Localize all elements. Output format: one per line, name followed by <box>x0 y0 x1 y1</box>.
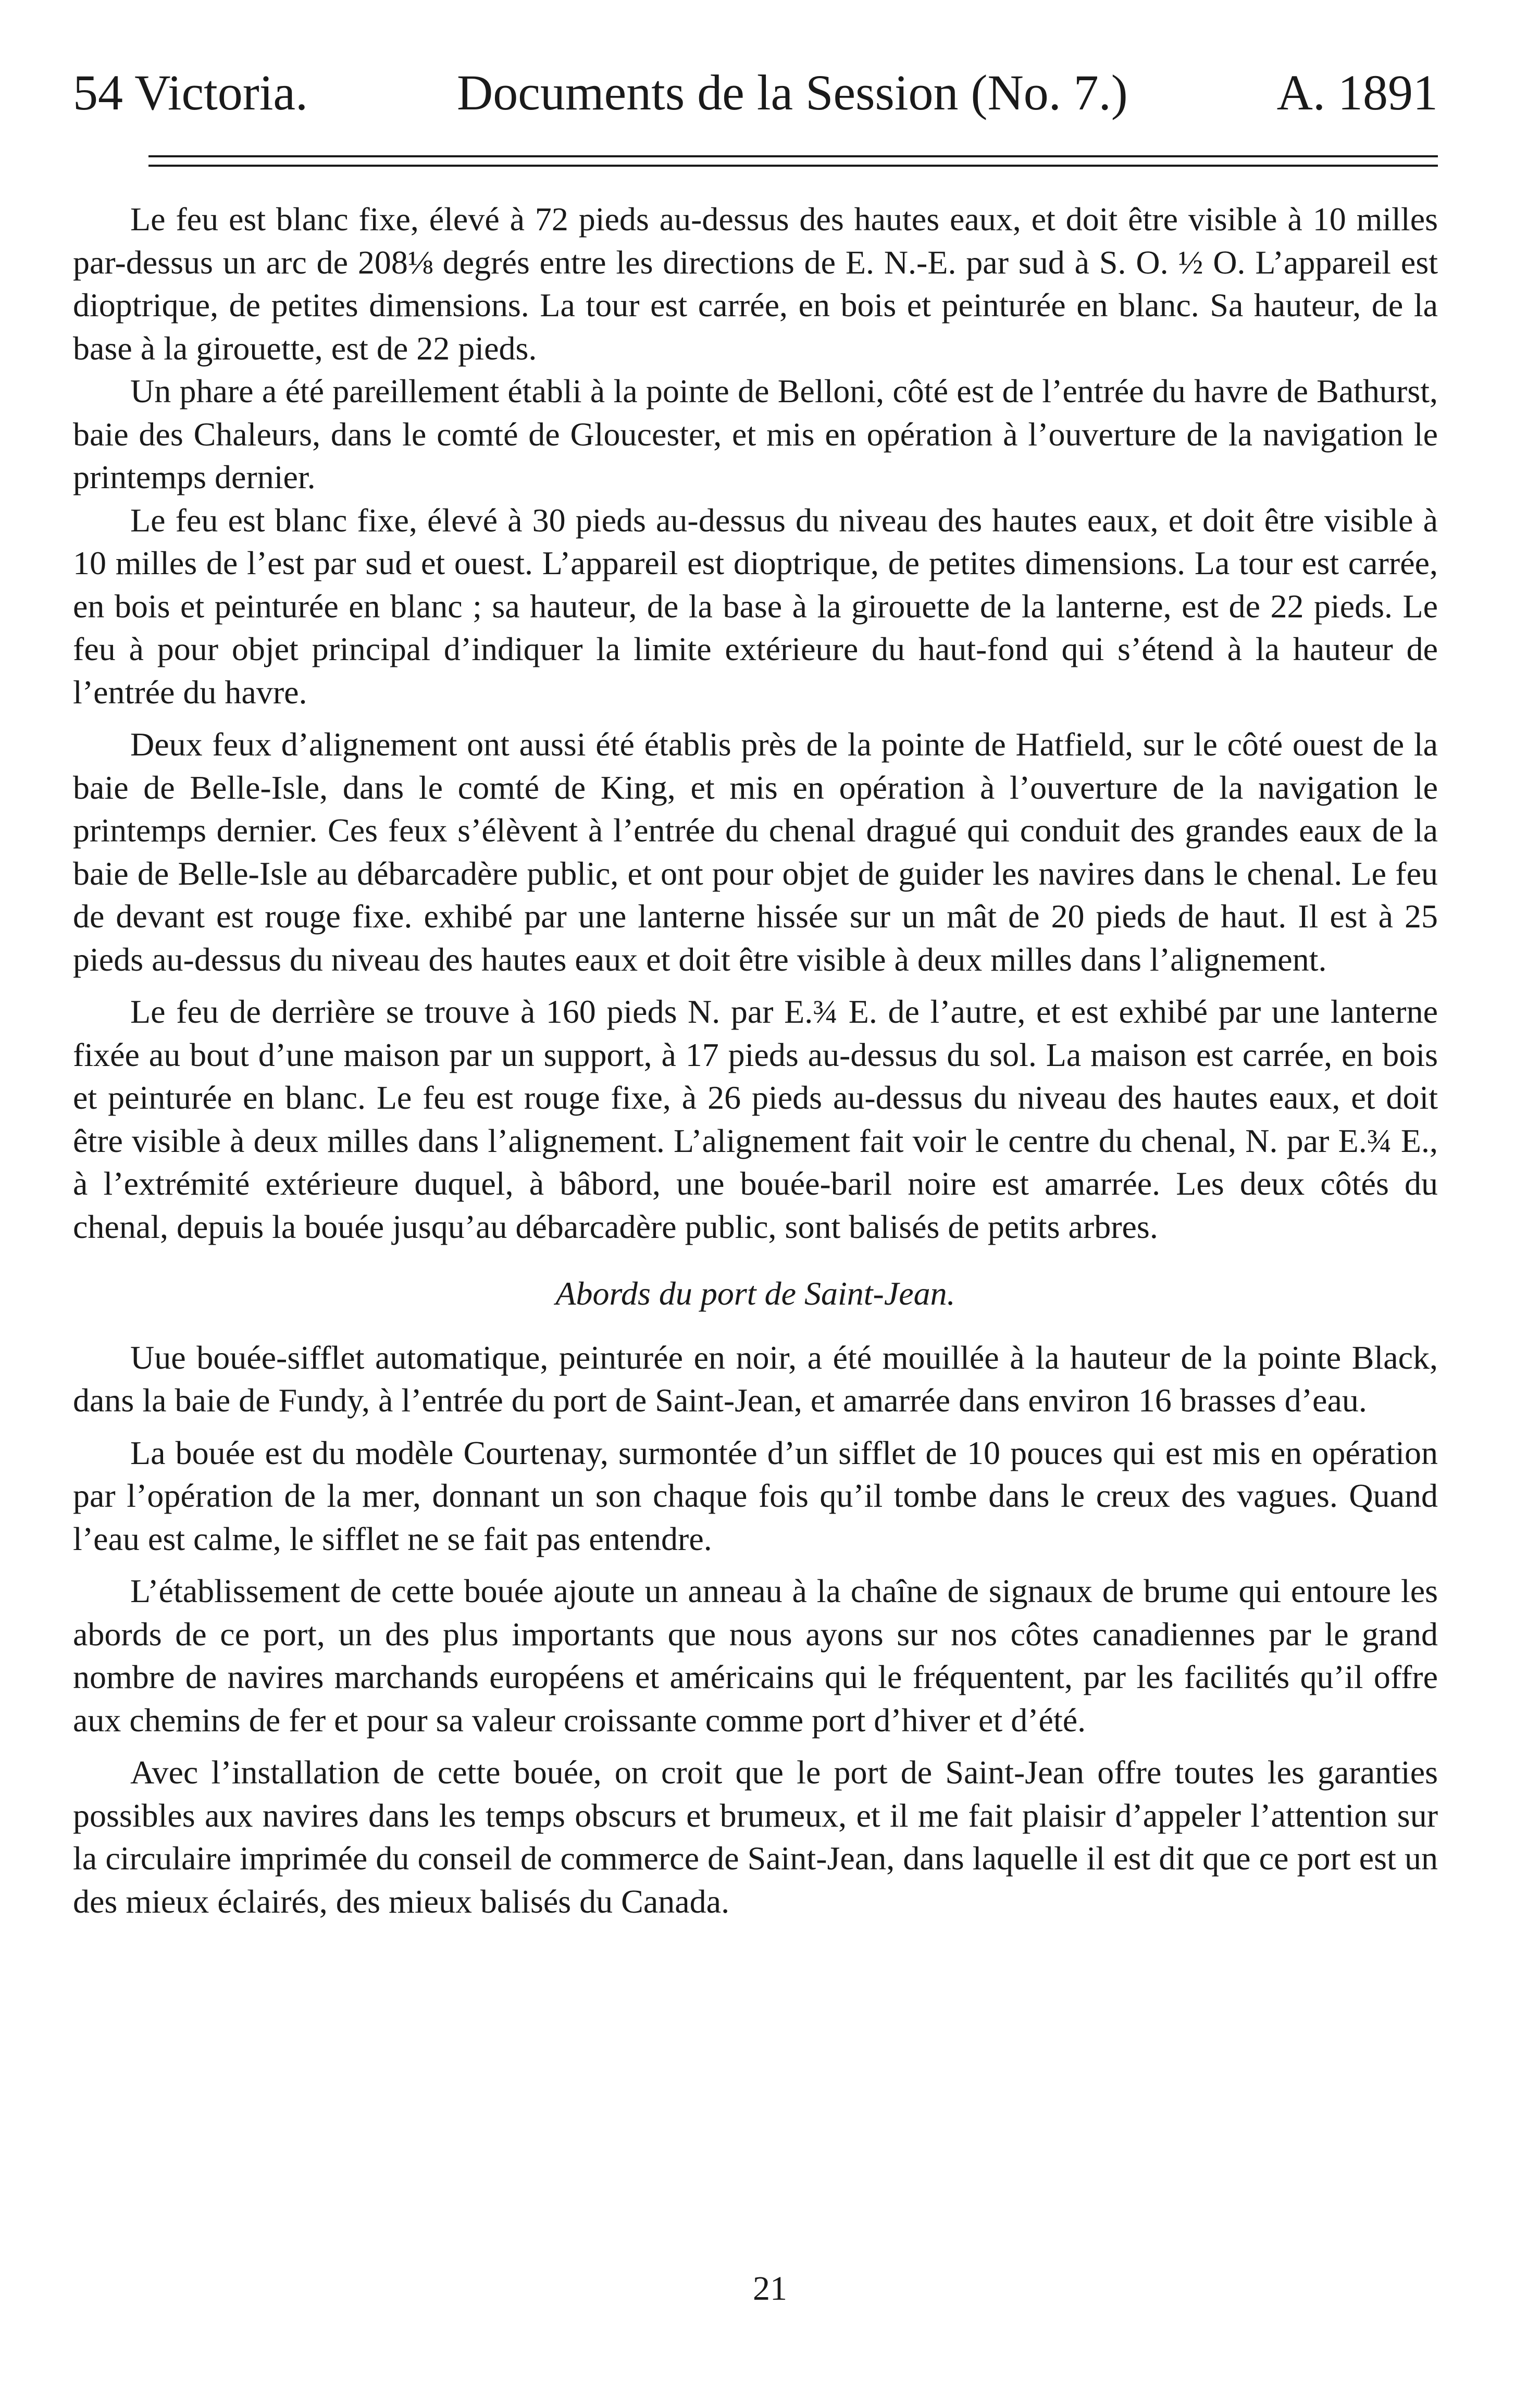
paragraph: Le feu de derrière se trouve à 160 pieds N. par E.¾ E. de l’autre, et est exhibé par une lanterne fixée au bout d’une maison par un support, à 17 pieds au-dessus du sol. La maison est carrée, en bois et peinturée en blanc. Le feu est rouge fixe, à 26 pieds au-dessus du niveau des hautes eaux, et doit être visible à deux milles dans l’alignement. L’alignement fait voir le centre du chenal, N. par E.¾ E., à l’extrémité extérieure duquel, à bâbord, une bouée-baril noire est amarrée. Les deux côtés du chenal, depuis la bouée jusqu’au débarcadère public, sont balisés de petits arbres. <box>73 993 1438 1245</box>
section-title: Abords du port de Saint-Jean. <box>555 1275 955 1312</box>
header-left: 54 Victoria. <box>73 65 308 120</box>
header-right: A. 1891 <box>1276 65 1438 120</box>
running-header <box>73 57 1438 118</box>
paragraph: L’établissement de cette bouée ajoute un anneau à la chaîne de signaux de brume qui entoure les abords de ce port, un des plus importants que nous ayons sur nos côtes canadiennes par le grand nombre de navires marchands européens et américains qui le fréquentent, par les facilités qu’il offre aux chemins de fer et pour sa valeur croissante comme port d’hiver et d’été. <box>73 1572 1438 1739</box>
paragraph: La bouée est du modèle Courtenay, surmontée d’un sifflet de 10 pouces qui est mis en opération par l’opération de la mer, donnant un son chaque fois qu’il tombe dans le creux des vagues. Quand l’eau est calme, le sifflet ne se fait pas entendre. <box>73 1434 1438 1557</box>
paragraph: Uue bouée-sifflet automatique, peinturée en noir, a été mouillée à la hauteur de la pointe Black, dans la baie de Fundy, à l’entrée du port de Saint-Jean, et amarrée dans environ 16 brasses d’eau. <box>73 1338 1438 1419</box>
document-page <box>73 57 1438 1923</box>
header-double-rule <box>148 155 1438 167</box>
paragraph: Deux feux d’alignement ont aussi été établis près de la pointe de Hatfield, sur le côté ouest de la baie de Belle-Isle, dans le comté de King, et mis en opération à l’ouverture de la navigation le printemps dernier. Ces feux s’élèvent à l’entrée du chenal dragué qui conduit des grandes eaux de la baie de Belle-Isle au débarcadère public, et ont pour objet de guider les navires dans le chenal. Le feu de devant est rouge fixe. exhibé par une lanterne hissée sur un mât de 20 pieds de haut. Il est à 25 pieds au-dessus du niveau des hautes eaux et doit être visible à deux milles dans l’alignement. <box>73 726 1438 978</box>
body-text <box>73 198 1438 1923</box>
page-number: 21 <box>753 2270 787 2308</box>
paragraph: Un phare a été pareillement établi à la pointe de Belloni, côté est de l’entrée du havre de Bathurst, baie des Chaleurs, dans le comté de Gloucester, et mis en opération à l’ouverture de la navigation le printemps dernier. <box>73 373 1438 495</box>
paragraph: Le feu est blanc fixe, élevé à 72 pieds au-dessus des hautes eaux, et doit être visible à 10 milles par-dessus un arc de 208⅛ degrés entre les directions de E. N.-E. par sud à S. O. ½ O. L’appareil est dioptrique, de petites dimensions. La tour est carrée, en bois et peinturée en blanc. Sa hauteur, de la base à la girouette, est de 22 pieds. <box>73 201 1438 367</box>
header-center: Documents de la Session (No. 7.) <box>456 65 1128 120</box>
paragraph: Avec l’installation de cette bouée, on croit que le port de Saint-Jean offre toutes les garanties possibles aux navires dans les temps obscurs et brumeux, et il me fait plaisir d’appeler l’attention sur la circulaire imprimée du conseil de commerce de Saint-Jean, dans laquelle il est dit que ce port est un des mieux éclairés, des mieux balisés du Canada. <box>73 1754 1438 1920</box>
paragraph: Le feu est blanc fixe, élevé à 30 pieds au-dessus du niveau des hautes eaux, et doit être visible à 10 milles de l’est par sud et ouest. L’appareil est dioptrique, de petites dimensions. La tour est carrée, en bois et peinturée en blanc ; sa hauteur, de la base à la girouette de la lanterne, est de 22 pieds. Le feu à pour objet principal d’indiquer la limite extérieure du haut-fond qui s’étend à la hauteur de l’entrée du havre. <box>73 501 1438 711</box>
